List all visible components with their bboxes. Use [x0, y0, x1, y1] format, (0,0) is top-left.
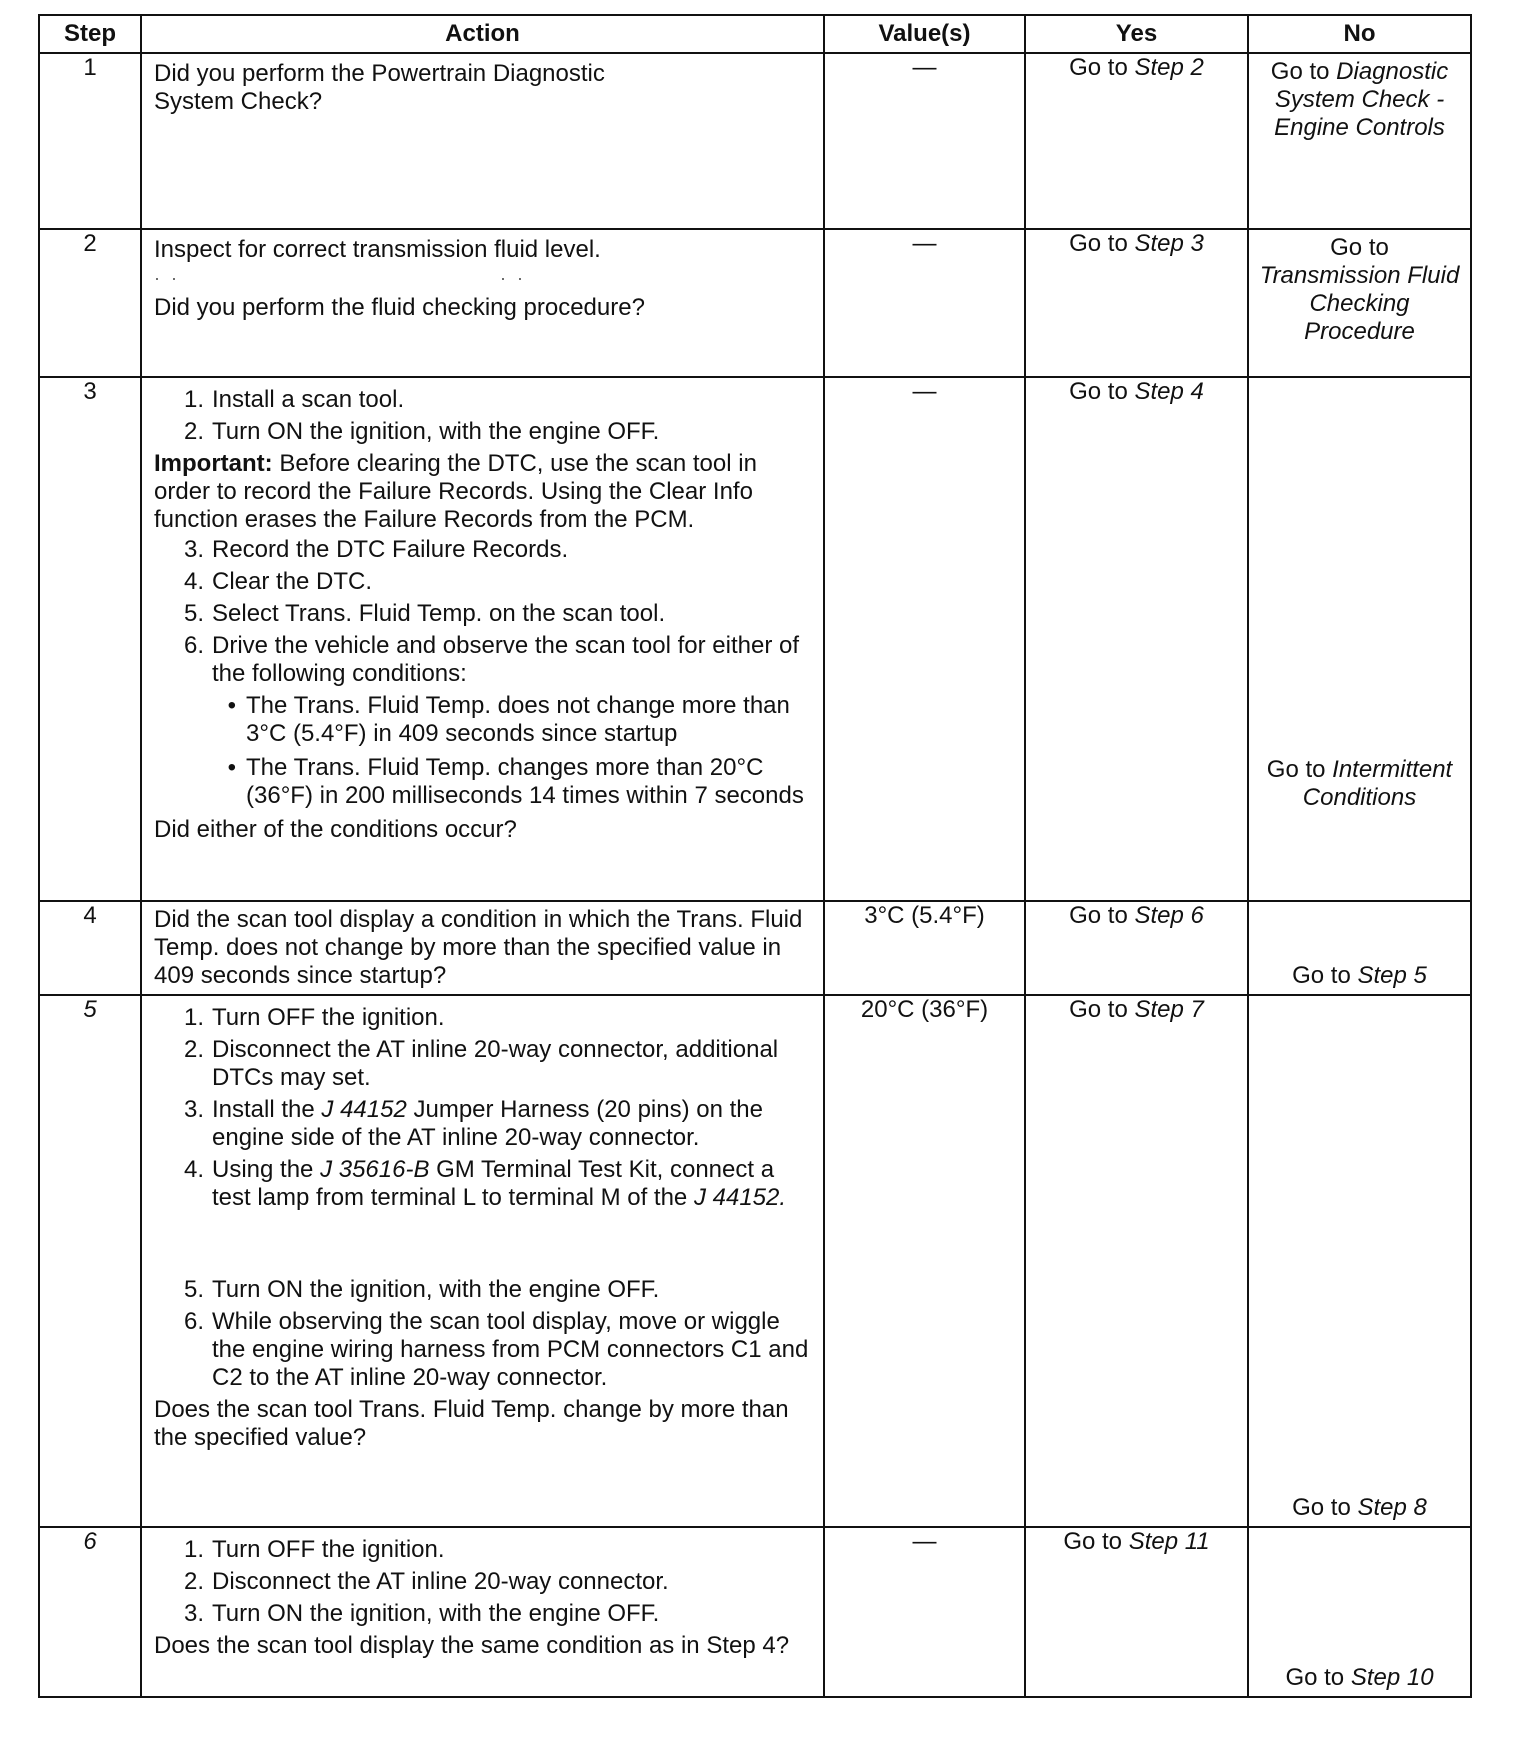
table-row-step-4: [39, 901, 1471, 995]
diagnostic-table: [38, 14, 1472, 1698]
action-cell: [141, 1527, 824, 1697]
condition-item: • The Trans. Fluid Temp. does not change more than 3°C (5.4°F) in 409 seconds since startup: [227, 692, 790, 747]
procedure-step: 6. Drive the vehicle and observe the scan tool for either of the following conditions:: [183, 632, 799, 687]
action-text: Did the scan tool display a condition in which the Trans. Fluid Temp. does not change by more than the specified value in 409 seconds since startup?: [154, 906, 803, 989]
action-cell: [141, 995, 824, 1527]
no-prefix: Go to: [1285, 1664, 1351, 1691]
header-yes: Yes: [1025, 15, 1248, 53]
value-cell: —: [824, 53, 1025, 229]
no-link[interactable]: Intermittent Conditions: [1302, 756, 1453, 811]
no-cell: [1248, 377, 1471, 901]
yes-prefix: Go to: [1063, 1528, 1129, 1555]
action-text-line-1: Inspect for correct transmission fluid level.: [154, 236, 601, 263]
action-text: Did you perform the Powertrain Diagnostic System Check?: [154, 60, 605, 115]
yes-cell: [1025, 377, 1248, 901]
diagnostic-table-sheet: [38, 14, 1470, 1698]
no-link[interactable]: Transmission Fluid Checking Procedure: [1259, 262, 1460, 345]
value-cell: —: [824, 377, 1025, 901]
no-prefix: Go to: [1266, 756, 1333, 783]
yes-prefix: Go to: [1069, 54, 1135, 81]
tool-reference: J 44152: [321, 1096, 407, 1123]
procedure-step: 2. Turn ON the ignition, with the engine OFF.: [183, 418, 660, 445]
no-link[interactable]: Step 10: [1350, 1664, 1434, 1691]
condition-list: [154, 692, 813, 810]
yes-prefix: Go to: [1069, 902, 1135, 929]
procedure-step: 2. Disconnect the AT inline 20-way connector.: [183, 1568, 669, 1595]
question-text: Did either of the conditions occur?: [154, 816, 517, 843]
figure-placeholder: [154, 1216, 813, 1274]
action-cell: [141, 377, 824, 901]
no-prefix: Go to: [1270, 58, 1337, 85]
header-step: Step: [39, 15, 141, 53]
yes-link[interactable]: Step 6: [1134, 902, 1204, 929]
yes-cell: [1025, 995, 1248, 1527]
action-text-line-2: Did you perform the fluid checking procedure?: [154, 294, 645, 321]
procedure-list-a: [154, 386, 813, 446]
yes-cell: [1025, 229, 1248, 377]
table-row-step-2: [39, 229, 1471, 377]
table-row-step-1: [39, 53, 1471, 229]
procedure-step: 6. While observing the scan tool display, move or wiggle the engine wiring harness from PCM connectors C1 and C2 to the AT inline 20-way connector.: [183, 1308, 809, 1391]
tool-reference: J 44152: [693, 1184, 780, 1211]
procedure-step: 3. Record the DTC Failure Records.: [183, 536, 569, 563]
value-cell: 20°C (36°F): [824, 995, 1025, 1527]
procedure-step: 3. Turn ON the ignition, with the engine OFF.: [183, 1600, 660, 1627]
no-cell: [1248, 53, 1471, 229]
no-link[interactable]: Step 8: [1357, 1494, 1427, 1521]
value-cell: 3°C (5.4°F): [824, 901, 1025, 995]
action-cell: [141, 53, 824, 229]
value-cell: —: [824, 1527, 1025, 1697]
no-cell: [1248, 901, 1471, 995]
no-prefix: Go to: [1330, 234, 1389, 261]
header-row: [39, 15, 1471, 53]
yes-cell: [1025, 53, 1248, 229]
header-no: No: [1248, 15, 1471, 53]
procedure-step: 2. Disconnect the AT inline 20-way connector, additional DTCs may set.: [183, 1036, 779, 1091]
yes-link[interactable]: Step 3: [1134, 230, 1204, 257]
important-label: Important:: [154, 450, 273, 477]
faint-marks: · · · ·: [154, 268, 527, 288]
value-cell: —: [824, 229, 1025, 377]
yes-link[interactable]: Step 11: [1128, 1528, 1210, 1555]
procedure-list: [154, 1004, 813, 1212]
procedure-list-continued: [154, 1276, 813, 1392]
table-row-step-5: [39, 995, 1471, 1527]
action-cell: [141, 901, 824, 995]
procedure-step: 4. Clear the DTC.: [183, 568, 373, 595]
procedure-list: [154, 1536, 813, 1628]
header-values: Value(s): [824, 15, 1025, 53]
procedure-step: 1. Turn OFF the ignition.: [183, 1004, 445, 1031]
yes-link[interactable]: Step 4: [1134, 378, 1204, 405]
yes-prefix: Go to: [1069, 996, 1135, 1023]
procedure-step: 4. Using the J 35616-B GM Terminal Test Kit, connect a test lamp from terminal L to terminal M of the J 44152.: [183, 1156, 787, 1211]
no-cell: [1248, 1527, 1471, 1697]
step-number: 2: [39, 229, 141, 377]
no-cell: [1248, 995, 1471, 1527]
step-number: 4: [39, 901, 141, 995]
question-text: Does the scan tool Trans. Fluid Temp. change by more than the specified value?: [154, 1396, 789, 1451]
important-text: Before clearing the DTC, use the scan tool in order to record the Failure Records. Using the Clear Info function erases the Failure Records from the PCM.: [154, 450, 757, 533]
procedure-list-b: [154, 536, 813, 688]
no-link[interactable]: Diagnostic System Check - Engine Controls: [1274, 58, 1449, 141]
table-row-step-6: [39, 1527, 1471, 1697]
yes-prefix: Go to: [1069, 378, 1135, 405]
table-row-step-3: [39, 377, 1471, 901]
condition-item: • The Trans. Fluid Temp. changes more than 20°C (36°F) in 200 milliseconds 14 times within 7 seconds: [227, 754, 804, 809]
action-cell: [141, 229, 824, 377]
header-action: Action: [141, 15, 824, 53]
procedure-step: 5. Turn ON the ignition, with the engine OFF.: [183, 1276, 660, 1303]
no-link[interactable]: Step 5: [1357, 962, 1427, 989]
procedure-step: 5. Select Trans. Fluid Temp. on the scan tool.: [183, 600, 666, 627]
procedure-step: 3. Install the J 44152 Jumper Harness (20 pins) on the engine side of the AT inline 20-way connector.: [183, 1096, 763, 1151]
no-cell: [1248, 229, 1471, 377]
step-number: 1: [39, 53, 141, 229]
procedure-step: 1. Install a scan tool.: [183, 386, 405, 413]
step-number: 5: [39, 995, 141, 1527]
question-text: Does the scan tool display the same condition as in Step 4?: [154, 1632, 790, 1659]
yes-prefix: Go to: [1069, 230, 1135, 257]
no-prefix: Go to: [1292, 1494, 1358, 1521]
important-note: [154, 450, 813, 534]
no-prefix: Go to: [1292, 962, 1358, 989]
tool-reference: J 35616-B: [320, 1156, 430, 1183]
step-number: 6: [39, 1527, 141, 1697]
yes-cell: [1025, 901, 1248, 995]
yes-link[interactable]: Step 2: [1134, 54, 1204, 81]
step-number: 3: [39, 377, 141, 901]
procedure-step: 1. Turn OFF the ignition.: [183, 1536, 445, 1563]
yes-cell: [1025, 1527, 1248, 1697]
yes-link[interactable]: Step 7: [1134, 996, 1204, 1023]
